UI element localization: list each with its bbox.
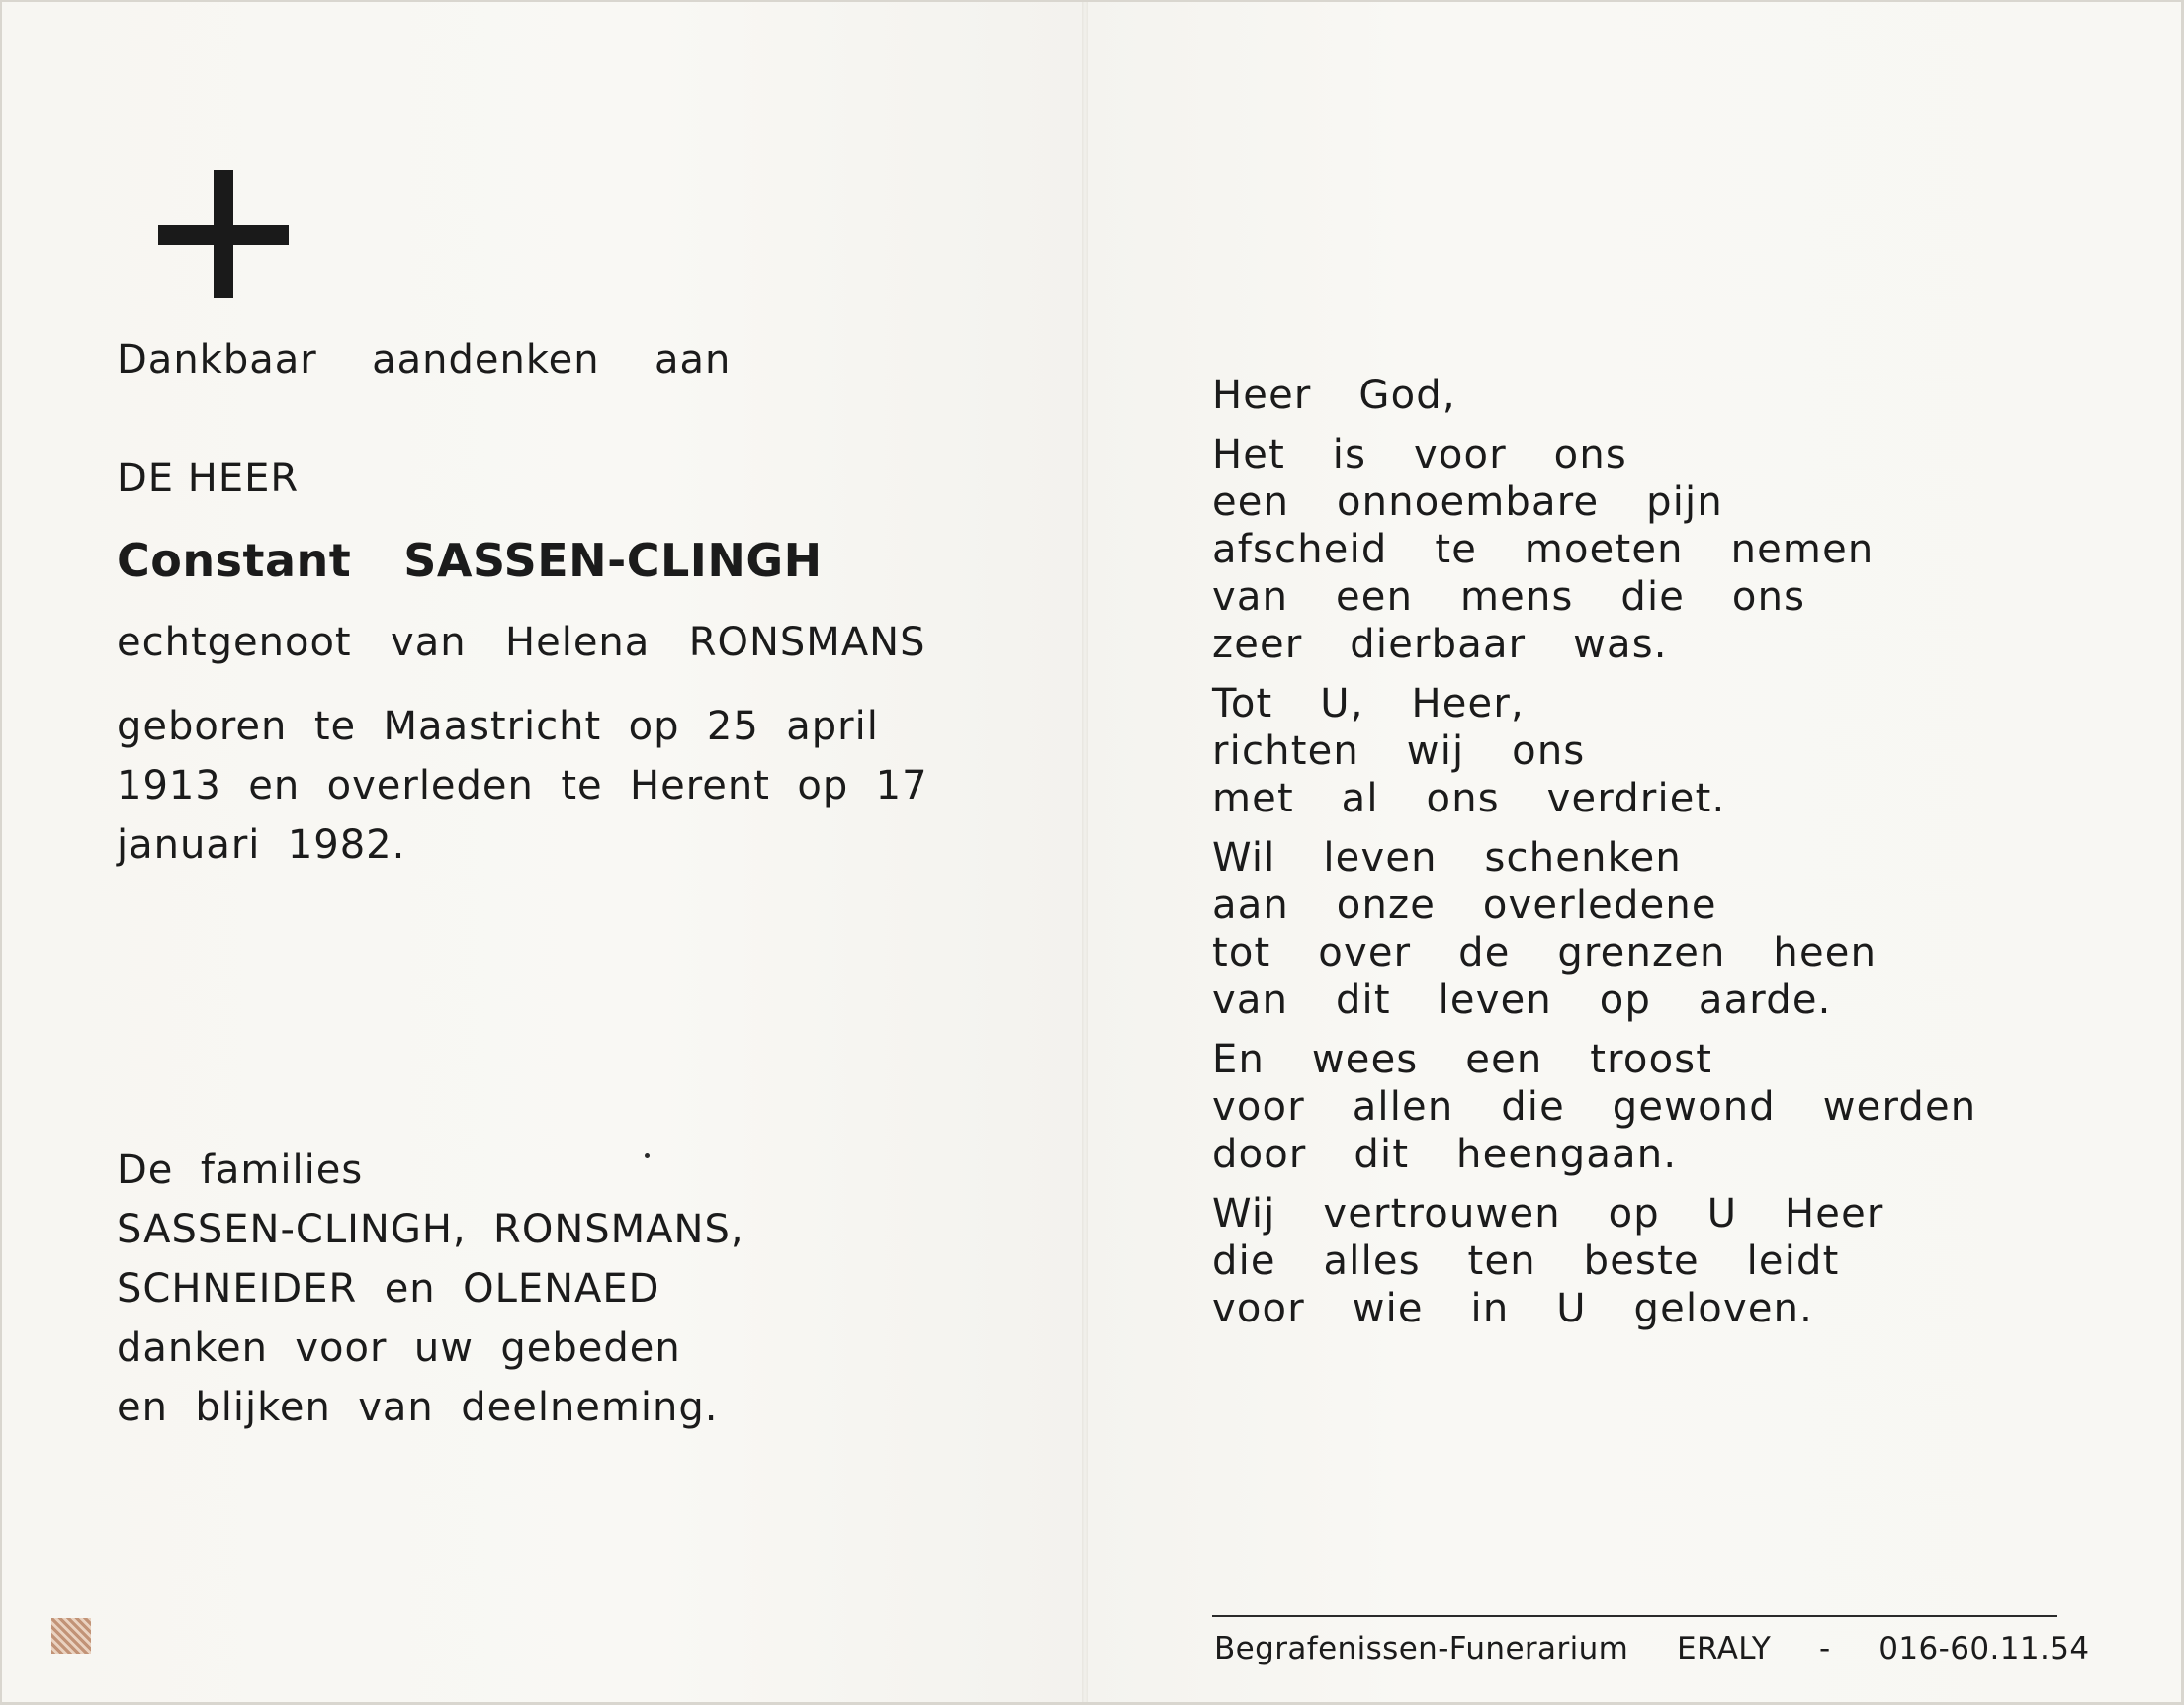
- poem-line: een onnoembare pijn: [1212, 479, 1723, 525]
- poem-line: met al ons verdriet.: [1212, 776, 1726, 821]
- stanza-3: [1212, 680, 1976, 822]
- title: DE HEER: [117, 456, 300, 501]
- poem-line: voor allen die gewond werden: [1212, 1084, 1977, 1130]
- poem-line: tot over de grenzen heen: [1212, 930, 1878, 976]
- poem-line: Wij vertrouwen op U Heer: [1212, 1191, 1884, 1236]
- poem-line: En wees een troost: [1212, 1037, 1713, 1082]
- poem-line: die alles ten beste leidt: [1212, 1238, 1840, 1284]
- poem-line: Tot U, Heer,: [1212, 681, 1525, 726]
- stanza-6: [1212, 1190, 1976, 1332]
- thanks-line-5: en blijken van deelneming.: [117, 1385, 719, 1430]
- poem-line: richten wij ons: [1212, 728, 1586, 774]
- prayer-poem: [1212, 372, 1976, 1344]
- poem-line: van een mens die ons: [1212, 574, 1806, 620]
- stanza-1: [1212, 372, 1976, 419]
- deceased-name: Constant SASSEN-CLINGH: [117, 534, 823, 587]
- poem-line: aan onze overledene: [1212, 883, 1717, 928]
- poem-line: Wil leven schenken: [1212, 835, 1682, 881]
- poem-line: Heer God,: [1212, 373, 1456, 418]
- poem-line: van dit leven op aarde.: [1212, 978, 1832, 1023]
- memorial-card: [2, 2, 2181, 1702]
- stanza-5: [1212, 1036, 1976, 1178]
- stamp-mark: [51, 1618, 91, 1654]
- thanks-line-4: danken voor uw gebeden: [117, 1325, 681, 1371]
- poem-line: door dit heengaan.: [1212, 1132, 1678, 1177]
- spouse-line: echtgenoot van Helena RONSMANS: [117, 620, 926, 665]
- thanks-line-1: De families: [117, 1148, 364, 1193]
- stanza-2: [1212, 431, 1976, 668]
- left-panel: [2, 2, 1082, 1702]
- birth-line-3: januari 1982.: [117, 822, 406, 868]
- thanks-line-3: SCHNEIDER en OLENAED: [117, 1266, 660, 1312]
- thanks-line-2: SASSEN-CLINGH, RONSMANS,: [117, 1207, 744, 1252]
- birth-line-2: 1913 en overleden te Herent op 17: [117, 763, 928, 809]
- footer-divider: [1212, 1615, 2057, 1617]
- poem-line: afscheid te moeten nemen: [1212, 527, 1875, 572]
- ink-speck: [645, 1153, 650, 1158]
- stanza-4: [1212, 834, 1976, 1024]
- funeral-home-footer: Begrafenissen-Funerarium ERALY - 016-60.11.54: [1214, 1631, 2090, 1666]
- poem-line: voor wie in U geloven.: [1212, 1286, 1814, 1331]
- cross-icon: [158, 170, 289, 298]
- heading: Dankbaar aandenken aan: [117, 337, 732, 383]
- poem-line: Het is voor ons: [1212, 432, 1627, 477]
- poem-line: zeer dierbaar was.: [1212, 622, 1668, 667]
- birth-line-1: geboren te Maastricht op 25 april: [117, 704, 879, 749]
